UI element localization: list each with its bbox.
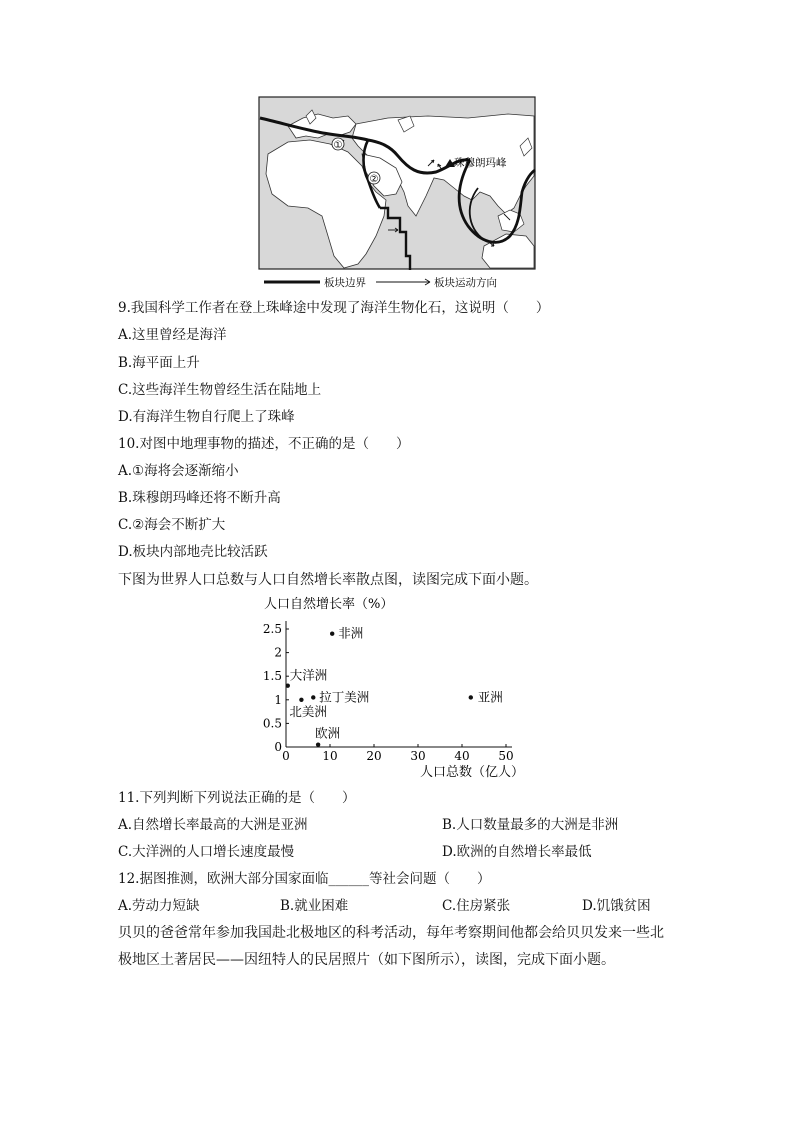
- q12-option-a: A.劳动力短缺: [118, 898, 200, 914]
- q11-option-c: C.大洋洲的人口增长速度最慢: [118, 844, 295, 860]
- point-label: 非洲: [338, 625, 364, 641]
- q11-option-d: D.欧洲的自然增长率最低: [442, 844, 592, 860]
- q10-option-c: C.②海会不断扩大: [118, 517, 226, 533]
- point-label: 欧洲: [315, 725, 341, 741]
- plate-map: [258, 96, 536, 292]
- q10-option-d: D.板块内部地壳比较活跃: [118, 544, 268, 560]
- q12-option-c: C.住房紧张: [442, 898, 511, 914]
- data-point: [469, 695, 473, 699]
- x-tick-label: 30: [410, 749, 426, 763]
- y-tick-label: 0: [274, 740, 282, 754]
- q9-option-b: B.海平面上升: [118, 355, 200, 371]
- q9-option-d: D.有海洋生物自行爬上了珠峰: [118, 409, 295, 425]
- q10-option-a: A.①海将会逐渐缩小: [118, 463, 239, 479]
- y-tick-label: 2.5: [262, 622, 282, 636]
- scatter-chart: [256, 594, 546, 784]
- chart-intro: 下图为世界人口总数与人口自然增长率散点图，读图完成下面小题。: [118, 572, 538, 588]
- peak-label: 珠穆朗玛峰: [454, 157, 507, 169]
- y-tick-label: 2: [274, 645, 282, 660]
- q10-stem: 10.对图中地理事物的描述，不正确的是（ ）: [118, 436, 410, 452]
- q12-option-d: D.饥饿贫困: [582, 898, 651, 914]
- data-point: [311, 695, 315, 699]
- marker-1: ①: [333, 140, 343, 151]
- x-tick-label: 10: [322, 749, 338, 763]
- point-label: 亚洲: [477, 689, 503, 705]
- q9-option-a: A.这里曾经是海洋: [118, 327, 227, 343]
- legend-direction: 板块运动方向: [434, 277, 497, 289]
- data-point: [330, 632, 334, 636]
- point-label: 拉丁美洲: [319, 689, 370, 705]
- data-point: [286, 683, 290, 687]
- q9-stem: 9.我国科学工作者在登上珠峰途中发现了海洋生物化石，这说明（ ）: [118, 300, 550, 316]
- paragraph-line-2: 极地区土著居民——因纽特人的民居照片（如下图所示），读图，完成下面小题。: [118, 952, 615, 968]
- y-tick-label: 0.5: [262, 716, 282, 731]
- x-tick-label: 0: [282, 749, 290, 763]
- point-label: 大洋洲: [289, 667, 328, 683]
- x-tick-label: 20: [366, 749, 382, 763]
- x-tick-label: 40: [454, 749, 470, 763]
- q11-option-b: B.人口数量最多的大洲是非洲: [442, 817, 619, 833]
- q12-stem: 12.据图推测，欧洲大部分国家面临______等社会问题（ ）: [118, 871, 491, 887]
- y-tick-label: 1.5: [262, 669, 282, 684]
- y-axis-label: 人口自然增长率（%）: [264, 597, 394, 612]
- y-tick-label: 1: [274, 692, 282, 707]
- q9-option-c: C.这些海洋生物曾经生活在陆地上: [118, 382, 322, 398]
- point-label: 北美洲: [289, 703, 327, 719]
- q11-option-a: A.自然增长率最高的大洲是亚洲: [118, 817, 308, 833]
- q11-stem: 11.下列判断下列说法正确的是（ ）: [118, 790, 356, 806]
- data-point: [316, 742, 320, 746]
- data-point: [299, 698, 303, 702]
- x-axis-label: 人口总数（亿人）: [420, 765, 525, 780]
- q10-option-b: B.珠穆朗玛峰还将不断升高: [118, 490, 281, 506]
- q12-option-b: B.就业困难: [280, 898, 349, 914]
- paragraph-line-1: 贝贝的爸爸常年参加我国赴北极地区的科考活动，每年考察期间他都会给贝贝发来一些北: [118, 925, 664, 941]
- x-tick-label: 50: [498, 749, 514, 763]
- legend-boundary: 板块边界: [324, 277, 366, 289]
- marker-2: ②: [369, 174, 379, 185]
